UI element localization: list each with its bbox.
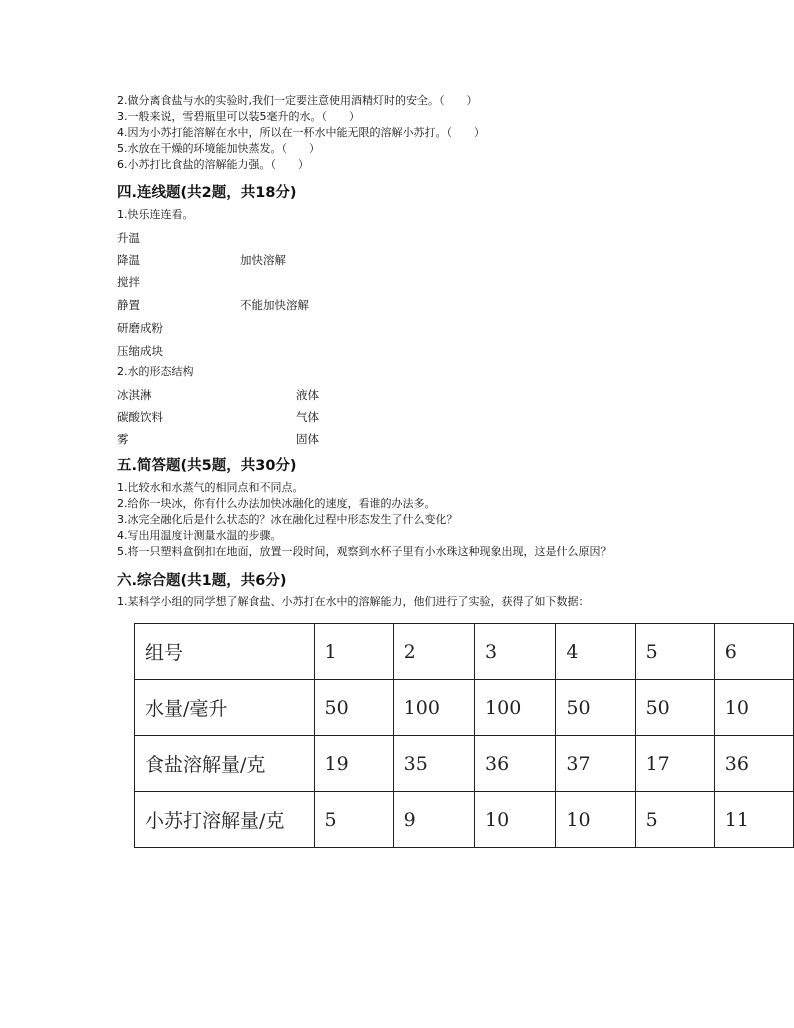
row-header: 食盐溶解量/克 bbox=[135, 736, 315, 792]
short-answer-question: 4.写出用温度计测量水温的步骤。 bbox=[117, 529, 282, 542]
short-answer-question: 5.将一只塑料盒倒扣在地面，放置一段时间，观察到水杯子里有小水珠这种现象出现，这是什么原因？ bbox=[117, 545, 612, 558]
row-header: 小苏打溶解量/克 bbox=[135, 792, 315, 848]
matching-q1-left-item: 升温 bbox=[117, 231, 140, 245]
table-cell: 50 bbox=[556, 680, 635, 736]
short-answer-question: 1.比较水和水蒸气的相同点和不同点。 bbox=[117, 481, 304, 494]
matching-q2-left-item: 冰淇淋 bbox=[117, 388, 152, 402]
comprehensive-question-intro: 1.某科学小组的同学想了解食盐、小苏打在水中的溶解能力，他们进行了实验，获得了如下数据： bbox=[117, 595, 590, 608]
matching-q2-right-item: 固体 bbox=[296, 432, 319, 446]
matching-q1-left-item: 研磨成粉 bbox=[117, 321, 163, 335]
table-cell: 6 bbox=[714, 624, 793, 680]
table-cell: 4 bbox=[556, 624, 635, 680]
matching-q1-left-item: 降温 bbox=[117, 253, 140, 267]
table-cell: 36 bbox=[714, 736, 793, 792]
solubility-data-table bbox=[134, 623, 794, 848]
row-header: 组号 bbox=[135, 624, 315, 680]
section6-title: 六.综合题(共1题，共6分) bbox=[117, 573, 287, 589]
table-cell: 50 bbox=[314, 680, 393, 736]
matching-q2-left-item: 碳酸饮料 bbox=[117, 410, 163, 424]
table-cell: 10 bbox=[475, 792, 556, 848]
matching-q2-right-item: 液体 bbox=[296, 388, 319, 402]
table-row bbox=[135, 680, 794, 736]
table-cell: 17 bbox=[635, 736, 714, 792]
table-cell: 50 bbox=[635, 680, 714, 736]
matching-q2-prompt: 2.水的形态结构 bbox=[117, 365, 194, 378]
table-cell: 1 bbox=[314, 624, 393, 680]
table-cell: 10 bbox=[556, 792, 635, 848]
table-cell: 100 bbox=[475, 680, 556, 736]
table-cell: 37 bbox=[556, 736, 635, 792]
matching-q1-right-item: 不能加快溶解 bbox=[240, 298, 309, 312]
table-row bbox=[135, 736, 794, 792]
table-cell: 10 bbox=[714, 680, 793, 736]
table-cell: 2 bbox=[393, 624, 474, 680]
matching-q1-right-item: 加快溶解 bbox=[240, 253, 286, 267]
table-cell: 19 bbox=[314, 736, 393, 792]
table-row bbox=[135, 792, 794, 848]
table-cell: 100 bbox=[393, 680, 474, 736]
matching-q2-left-item: 雾 bbox=[117, 432, 129, 446]
judgement-item: 5.水放在干燥的环境能加快蒸发。（ ） bbox=[117, 142, 320, 155]
short-answer-question: 2.给你一块冰，你有什么办法加快冰融化的速度，看谁的办法多。 bbox=[117, 497, 436, 510]
matching-q1-left-item: 静置 bbox=[117, 298, 140, 312]
table-cell: 9 bbox=[393, 792, 474, 848]
row-header: 水量/毫升 bbox=[135, 680, 315, 736]
matching-q2-right-item: 气体 bbox=[296, 410, 319, 424]
matching-q1-left-item: 压缩成块 bbox=[117, 344, 163, 358]
table-row bbox=[135, 624, 794, 680]
judgement-item: 3.一般来说，雪碧瓶里可以装5毫升的水。（ ） bbox=[117, 110, 360, 123]
table-cell: 11 bbox=[714, 792, 793, 848]
matching-q1-left-item: 搅拌 bbox=[117, 275, 140, 289]
table-cell: 36 bbox=[475, 736, 556, 792]
matching-q1-prompt: 1.快乐连连看。 bbox=[117, 208, 194, 221]
table-cell: 35 bbox=[393, 736, 474, 792]
judgement-item: 2.做分离食盐与水的实验时,我们一定要注意使用酒精灯时的安全。（ ） bbox=[117, 94, 478, 107]
table-cell: 5 bbox=[635, 792, 714, 848]
judgement-item: 6.小苏打比食盐的溶解能力强。（ ） bbox=[117, 158, 309, 171]
table-cell: 5 bbox=[314, 792, 393, 848]
section4-title: 四.连线题(共2题，共18分) bbox=[117, 185, 297, 201]
judgement-item: 4.因为小苏打能溶解在水中，所以在一杯水中能无限的溶解小苏打。（ ） bbox=[117, 126, 485, 139]
short-answer-question: 3.冰完全融化后是什么状态的？冰在融化过程中形态发生了什么变化？ bbox=[117, 513, 458, 526]
table-cell: 3 bbox=[475, 624, 556, 680]
section5-title: 五.简答题(共5题，共30分) bbox=[117, 458, 297, 474]
table-cell: 5 bbox=[635, 624, 714, 680]
